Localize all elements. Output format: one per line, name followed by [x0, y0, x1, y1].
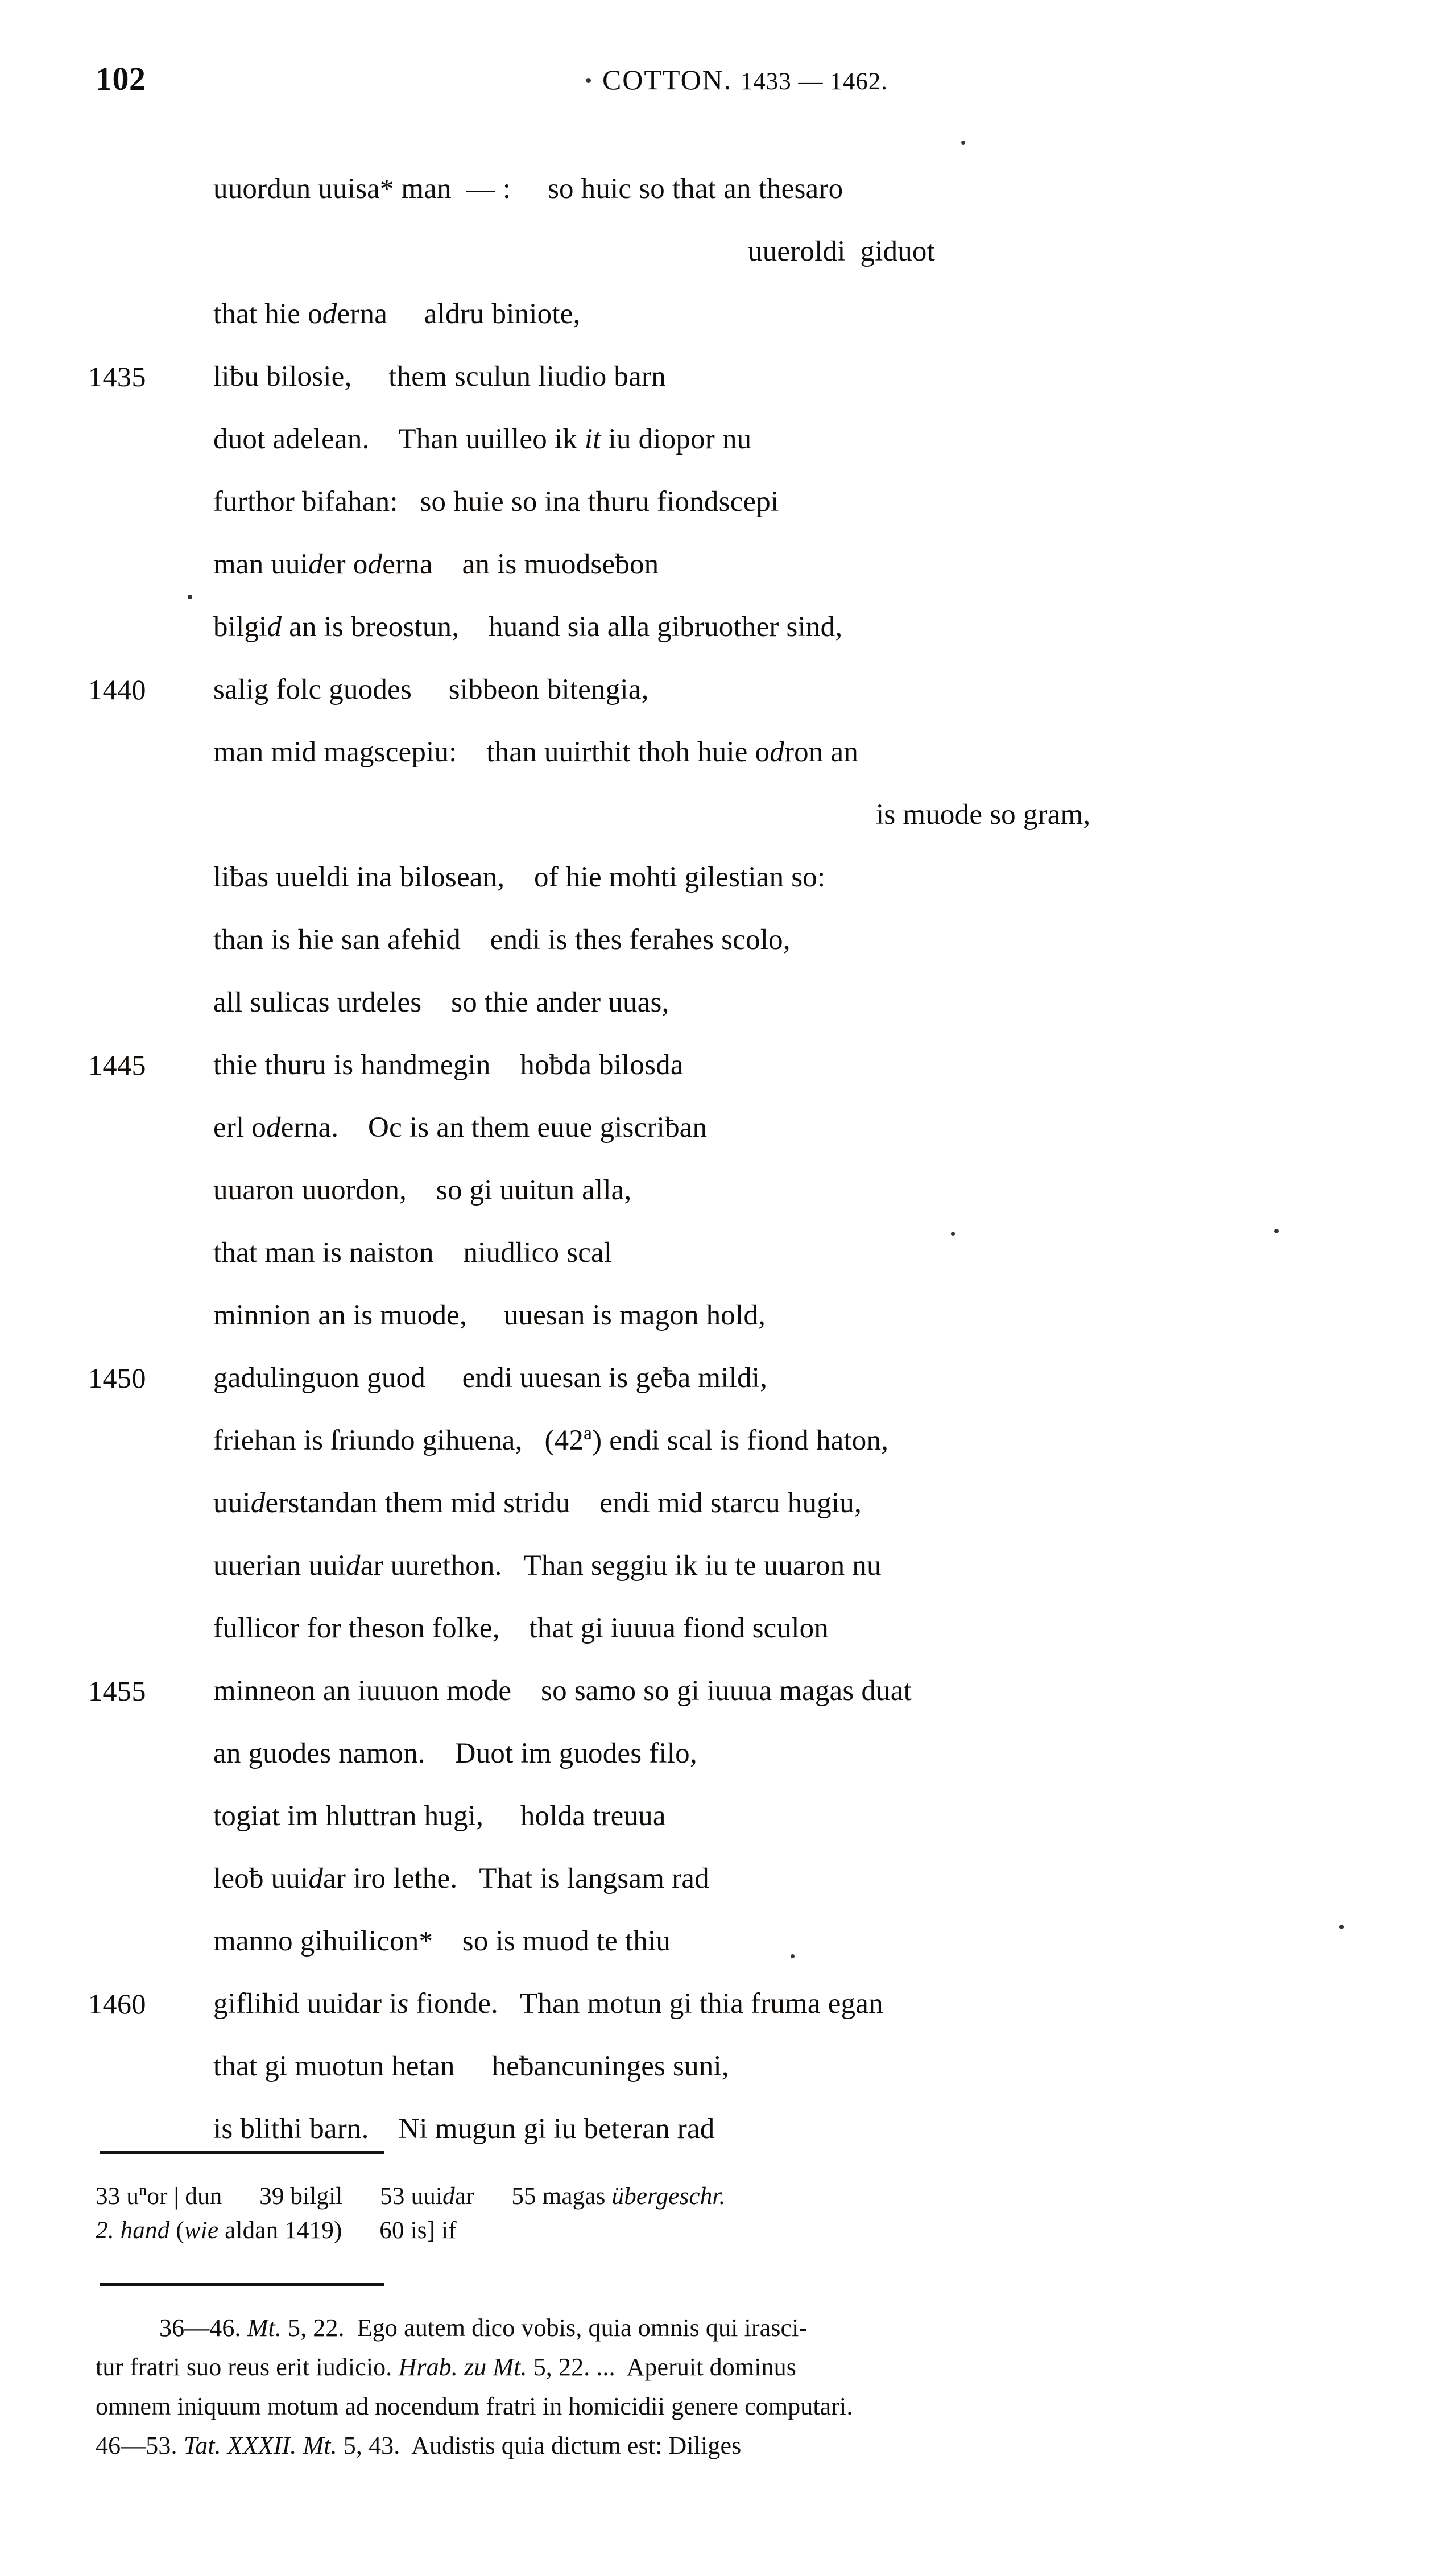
verse-line-text — [748, 220, 935, 283]
apparatus-line — [96, 2426, 1365, 2465]
verse-line-6-text-0: man uui — [213, 548, 309, 580]
apparatus-line-0-text-2: 5, 22. Ego autem dico vobis, quia omnis qui irasci- — [281, 2314, 808, 2342]
verse-line-text — [213, 533, 659, 596]
apparatus-line-1-text-2: 5, 22. ... Aperuit dominus — [527, 2353, 796, 2381]
verse-line-text — [213, 1221, 612, 1284]
verse-line-number: 1455 — [88, 1675, 146, 1707]
verse-line — [0, 1660, 1456, 1722]
verse-line-text — [213, 1597, 829, 1660]
verse-line-27-text-2: ar iro lethe. That is langsam rad — [323, 1863, 709, 1895]
verse-line-9-text-2: ron an — [784, 736, 859, 768]
running-head-line-range: 1433 — 1462. — [740, 68, 888, 95]
verse-line — [0, 1159, 1456, 1221]
variant-line-1-italic-2: wie — [184, 2217, 219, 2244]
verse-line-27-italic-1: d — [308, 1863, 324, 1895]
verse-line-6-text-4: erna an is muodseƀon — [382, 548, 659, 580]
verse-line-text — [213, 1472, 862, 1534]
verse-line — [0, 470, 1456, 533]
verse-line-text — [213, 1096, 707, 1159]
verse-line — [0, 158, 1456, 220]
verse-line-20-text-0: friehan is ſriundo gihuena, (42 — [213, 1425, 584, 1456]
verse-line-7-text-2: an is breostun, huand sia alla gibruother sind, — [282, 611, 843, 643]
verse-line-0-asterisk-marker: * — [380, 174, 394, 204]
verse-line-18-text-0: minnion an is muode, uuesan is magon hold, — [213, 1299, 766, 1331]
variant-line-0-text-0: 33 u — [96, 2183, 139, 2210]
verse-line-22-italic-1: d — [346, 1550, 361, 1582]
verse-line-text — [213, 1159, 631, 1221]
verse-line-31-text-0: is blithi barn. Ni mugun gi iu beteran rad — [213, 2113, 715, 2145]
verse-line-9-text-0: man mid magscepiu: than uuirthit thoh huie o — [213, 736, 770, 768]
apparatus-line-0-italic-1: Mt. — [247, 2314, 282, 2342]
verse-line — [0, 1096, 1456, 1159]
verse-line — [0, 1785, 1456, 1847]
verse-line-text — [213, 971, 669, 1034]
verse-line-text — [213, 158, 843, 221]
verse-line-21-text-2: erstandan them mid stridu endi mid starcu hugiu, — [265, 1487, 862, 1519]
verse-line-text — [876, 783, 1090, 846]
verse-line — [0, 596, 1456, 658]
verse-line-2-text-2: erna aldru biniote, — [337, 298, 581, 330]
verse-line-14-text-0: thie thuru is handmegin hoƀda bilosda — [213, 1049, 684, 1081]
verse-line-21-italic-1: d — [250, 1487, 266, 1519]
verse-line-text — [213, 283, 581, 345]
verse-line-3-text-0: liƀu bilosie, them sculun liudio barn — [213, 361, 666, 393]
verse-line-6-italic-3: d — [367, 548, 383, 580]
verse-line-7-italic-1: d — [267, 611, 282, 643]
variant-line-1-italic-0: 2. hand — [96, 2217, 170, 2244]
verse-line-6-italic-1: d — [308, 548, 323, 580]
verse-line-29-italic-1: s — [397, 1988, 409, 2020]
verse-line — [0, 721, 1456, 783]
verse-line-text — [213, 596, 842, 658]
verse-line-6-text-2: er o — [322, 548, 368, 580]
verse-line — [0, 909, 1456, 971]
scan-speck — [961, 141, 965, 145]
apparatus-divider-rule — [100, 2283, 384, 2286]
apparatus-line — [96, 2308, 1365, 2347]
variant-line-0-text-4: ar 55 magas — [454, 2183, 612, 2210]
verse-line — [0, 1972, 1456, 2035]
variant-line-0-italic-5: übergeschr. — [611, 2183, 726, 2210]
verse-line — [0, 846, 1456, 909]
verse-line-22-text-2: ar uurethon. Than seggiu ik iu te uuaron nu — [360, 1550, 882, 1582]
verse-line-text — [213, 1972, 883, 2035]
verse-line-29-text-2: fionde. Than motun gi thia fruma egan — [408, 1988, 883, 2020]
scan-speck — [1274, 1229, 1279, 1233]
verse-line-text — [213, 1660, 912, 1722]
verse-line-text — [213, 721, 858, 783]
verse-line — [0, 1534, 1456, 1597]
variants-divider-rule — [100, 2151, 384, 2154]
verse-line-24-text-0: minneon an iuuuon mode so samo so gi iuuua magas duat — [213, 1675, 912, 1707]
scan-speck — [791, 1954, 795, 1958]
apparatus-line-1-italic-1: Hrab. zu Mt. — [398, 2353, 527, 2381]
verse-line-text — [213, 909, 791, 971]
apparatus-line — [96, 2387, 1365, 2426]
verse-line — [0, 220, 1456, 283]
verse-line-15-text-2: erna. Oc is an them euue giscriƀan — [280, 1112, 708, 1144]
verse-line-1-text-0: uueroldi giduot — [748, 236, 935, 267]
verse-line-5-text-0: furthor bifahan: so huie so ina thuru fiondscepi — [213, 486, 779, 518]
variant-line-0-superscript-1: n — [139, 2181, 147, 2199]
variant-reading-line — [96, 2214, 1364, 2248]
scan-speck — [586, 78, 591, 83]
verse-line-text — [213, 1284, 766, 1347]
verse-line-19-text-0: gadulinguon guod endi uuesan is geƀa mildi, — [213, 1362, 768, 1394]
verse-line-number: 1435 — [88, 361, 146, 393]
verse-line-4-text-2: iu diopor nu — [601, 423, 752, 455]
verse-line-0-text-2: man — : so huic so that an thesaro — [394, 173, 843, 205]
verse-line — [0, 283, 1456, 345]
verse-line-16-text-0: uuaron uuordon, so gi uuitun alla, — [213, 1174, 632, 1206]
verse-line-text — [213, 1722, 697, 1785]
verse-line-30-text-0: that gi muotun hetan heƀancuninges suni, — [213, 2050, 729, 2082]
verse-line-12-text-0: than is hie san afehid endi is thes ferahes scolo, — [213, 924, 791, 956]
verse-line-21-text-0: uui — [213, 1487, 251, 1519]
verse-line-26-text-0: togiat im hluttran hugi, holda treuua — [213, 1800, 666, 1832]
verse-line-13-text-0: all sulicas urdeles so thie ander uuas, — [213, 987, 669, 1018]
verse-line — [0, 658, 1456, 721]
verse-line-29-text-0: giflihid uuidar i — [213, 1988, 398, 2020]
verse-line-15-text-0: erl o — [213, 1112, 267, 1144]
verse-line — [0, 1597, 1456, 1660]
apparatus-line-3-text-0: 46—53. — [96, 2432, 184, 2459]
verse-line-text — [213, 1910, 671, 1973]
verse-line-8-text-0: salig folc guodes sibbeon bitengia, — [213, 674, 649, 705]
verse-line-0-text-0: uuordun uuisa — [213, 173, 380, 205]
verse-line — [0, 1847, 1456, 1910]
verse-line-text — [213, 1409, 888, 1472]
verse-line-2-italic-1: d — [322, 298, 337, 330]
scan-speck — [951, 1232, 955, 1236]
apparatus-line-3-text-2: 5, 43. Audistis quia dictum est: Diliges — [337, 2432, 742, 2459]
running-head-title — [0, 63, 1456, 96]
verse-line-number: 1445 — [88, 1049, 146, 1081]
page-number: 102 — [96, 60, 146, 97]
verse-line-text — [213, 1785, 666, 1847]
verse-line-number: 1440 — [88, 674, 146, 705]
verse-line-28-text-0: manno gihuilicon — [213, 1925, 419, 1957]
apparatus-line-2-text-0: omnem iniquum motum ad nocendum fratri in homicidii genere computari. — [96, 2392, 853, 2420]
scan-speck — [188, 595, 192, 599]
verse-line-text — [213, 846, 825, 909]
verse-line-text — [213, 1534, 882, 1597]
verse-line-23-text-0: fullicor for theson folke, that gi iuuua fiond sculon — [213, 1612, 829, 1644]
verse-line-2-text-0: that hie o — [213, 298, 322, 330]
running-head — [0, 60, 1456, 134]
verse-line-text — [213, 1347, 767, 1409]
verse-line-28-text-2: so is muod te thiu — [433, 1925, 671, 1957]
verse-line — [0, 1347, 1456, 1409]
verse-line — [0, 1409, 1456, 1472]
verse-line — [0, 1284, 1456, 1347]
verse-line — [0, 408, 1456, 470]
verse-line-7-text-0: bilgi — [213, 611, 267, 643]
verse-line-20-superscript-1: a — [584, 1423, 593, 1444]
verse-line-28-asterisk-marker: * — [419, 1926, 433, 1957]
verse-line-22-text-0: uuerian uui — [213, 1550, 346, 1582]
apparatus-line-1-text-0: tur fratri suo reus erit iudicio. — [96, 2353, 399, 2381]
running-head-work: COTTON. — [602, 64, 733, 96]
document-page — [0, 60, 1456, 2563]
verse-line-text — [213, 345, 666, 408]
verse-line — [0, 533, 1456, 596]
verse-line — [0, 1034, 1456, 1096]
verse-line-number: 1460 — [88, 1988, 146, 2020]
verse-line — [0, 345, 1456, 408]
apparatus-line — [96, 2347, 1365, 2387]
verse-line-number: 1450 — [88, 1362, 146, 1394]
verse-line — [0, 783, 1456, 846]
verse-body — [0, 158, 1456, 2160]
variant-line-0-italic-3: d — [442, 2183, 455, 2210]
verse-line — [0, 2035, 1456, 2098]
verse-line-text — [213, 2035, 729, 2098]
variant-line-1-text-1: ( — [169, 2217, 184, 2244]
apparatus-line-3-italic-1: Tat. XXXII. Mt. — [183, 2432, 337, 2459]
verse-line-25-text-0: an guodes namon. Duot im guodes filo, — [213, 1737, 697, 1769]
verse-line-text — [213, 1034, 684, 1096]
variant-readings-block — [96, 2180, 1364, 2248]
variant-line-1-text-3: aldan 1419) 60 is] if — [218, 2217, 457, 2244]
verse-line-20-text-2: ) endi scal is fiond haton, — [592, 1425, 889, 1456]
verse-line — [0, 1910, 1456, 1972]
verse-line-27-text-0: leoƀ uui — [213, 1863, 309, 1895]
verse-line — [0, 1472, 1456, 1534]
verse-line-4-italic-1: it — [584, 423, 601, 455]
verse-line-text — [213, 658, 649, 721]
verse-line-17-text-0: that man is naiston niudlico scal — [213, 1237, 613, 1269]
verse-line-text — [213, 408, 751, 470]
verse-line — [0, 971, 1456, 1034]
variant-reading-line — [96, 2180, 1364, 2214]
variant-line-0-text-2: or | dun 39 bilgil 53 uui — [147, 2183, 443, 2210]
scan-speck — [1339, 1925, 1344, 1929]
verse-line-9-italic-1: d — [770, 736, 784, 768]
source-apparatus-block — [96, 2308, 1365, 2465]
verse-line-text — [213, 470, 779, 533]
verse-line-15-italic-1: d — [266, 1112, 281, 1144]
apparatus-line-0-text-0: 36—46. — [159, 2314, 247, 2342]
verse-line-4-text-0: duot adelean. Than uuilleo ik — [213, 423, 585, 455]
verse-line — [0, 1722, 1456, 1785]
verse-line-11-text-0: liƀas uueldi ina bilosean, of hie mohti gilestian so: — [213, 861, 826, 893]
verse-line — [0, 1221, 1456, 1284]
verse-line-10-text-0: is muode so gram, — [876, 799, 1091, 831]
verse-line-text — [213, 1847, 709, 1910]
